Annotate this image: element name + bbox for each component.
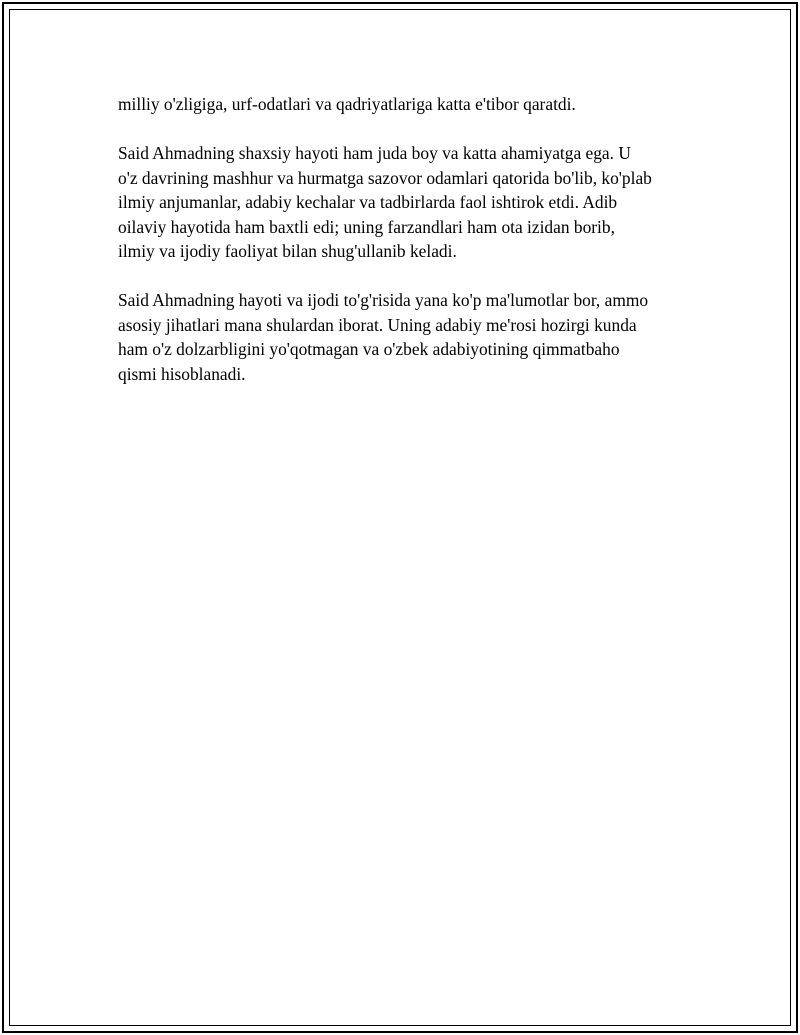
document-body	[118, 92, 693, 411]
paragraph-line: ilmiy va ijodiy faoliyat bilan shug'ullanib keladi.	[118, 241, 457, 261]
paragraph-2	[118, 141, 693, 264]
paragraph-line: oilaviy hayotida ham baxtli edi; uning farzandlari ham ota izidan borib,	[118, 216, 615, 237]
paragraph-line: Said Ahmadning hayoti va ijodi to'g'risida yana ko'p ma'lumotlar bor, ammo	[118, 290, 649, 310]
paragraph-line: o'z davrining mashhur va hurmatga sazovor odamlari qatorida bo'lib, ko'plab	[118, 167, 652, 188]
paragraph-line: ham o'z dolzarbligini yo'qotmagan va o'zbek adabiyotining qimmatbaho	[118, 339, 620, 359]
paragraph-line: milliy o'zligiga, urf-odatlari va qadriyatlariga katta e'tibor qaratdi.	[118, 94, 576, 114]
paragraph-line: Said Ahmadning shaxsiy hayoti ham juda boy va katta ahamiyatga ega. U	[118, 143, 631, 163]
paragraph-line: ilmiy anjumanlar, adabiy kechalar va tadbirlarda faol ishtirok etdi. Adib	[118, 192, 618, 212]
paragraph-3	[118, 288, 693, 386]
paragraph-line: asosiy jihatlari mana shulardan iborat. Uning adabiy me'rosi hozirgi kunda	[118, 314, 637, 335]
paragraph-line: qismi hisoblanadi.	[118, 363, 246, 384]
paragraph-1	[118, 92, 693, 117]
